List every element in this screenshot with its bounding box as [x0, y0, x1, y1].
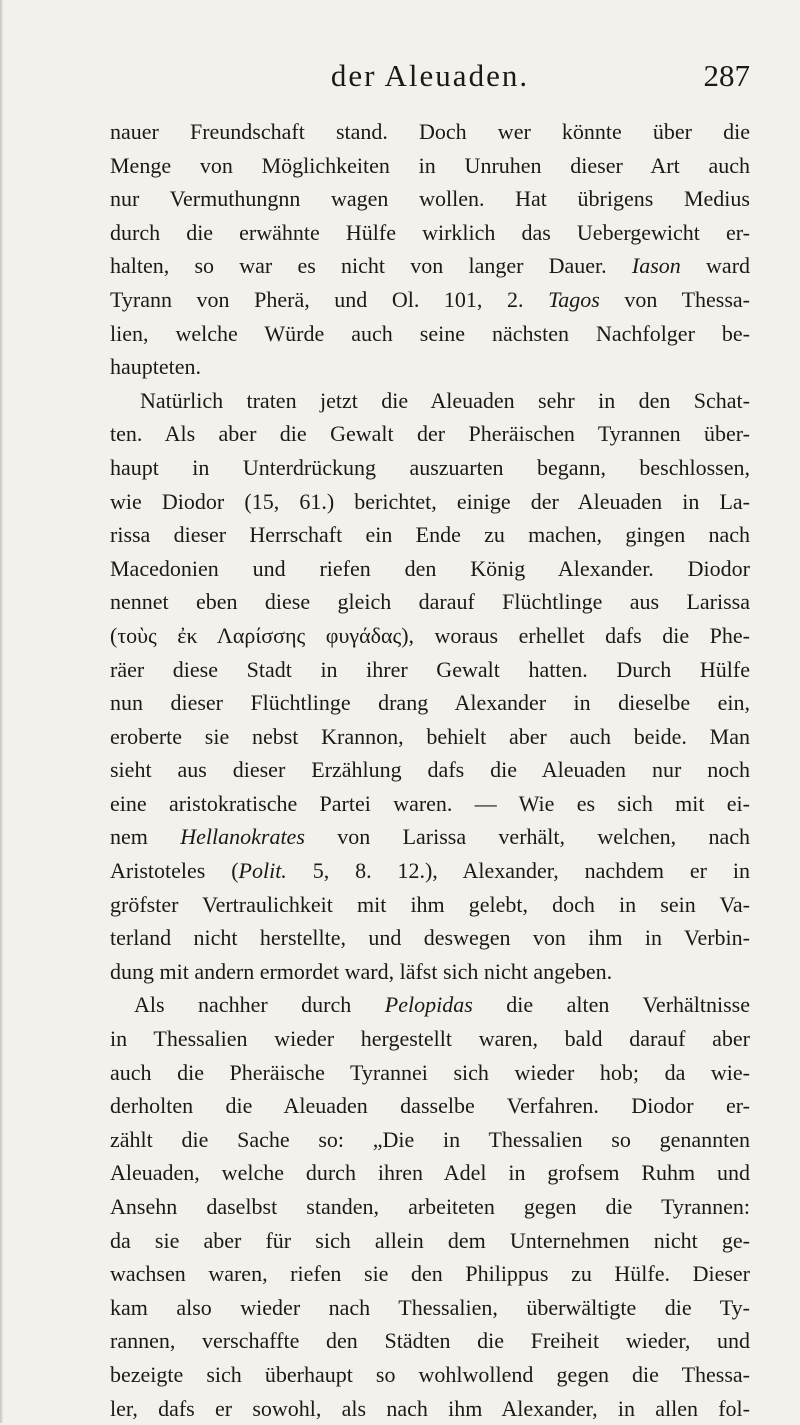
- text-segment: von Thessa-: [624, 286, 750, 312]
- text-line: nennet eben diese gleich darauf Flüchtlinge aus Larissa: [110, 589, 750, 615]
- body-text: [110, 115, 750, 1425]
- work-reference: Polit.: [238, 858, 287, 884]
- text-line: [110, 249, 750, 283]
- text-line: haupt in Unterdrückung auszuarten begann, beschlossen,: [110, 454, 750, 480]
- text-line: Natürlich traten jetzt die Aleuaden sehr in den Schat-: [140, 387, 750, 413]
- text-line: dung mit andern ermordet ward, läfst sich nicht angeben.: [110, 958, 613, 984]
- text-line: [110, 988, 750, 1022]
- text-line: auch die Pheräische Tyrannei sich wieder hob; da wie-: [110, 1059, 750, 1085]
- text-line: nur Vermuthungnn wagen wollen. Hat übrigens Medius: [110, 186, 750, 212]
- text-line: in Thessalien wieder hergestellt waren, bald darauf aber: [110, 1026, 750, 1052]
- text-line: derholten die Aleuaden dasselbe Verfahren. Diodor er-: [110, 1093, 750, 1119]
- page-number: 287: [703, 58, 750, 93]
- name-iason: Iason: [631, 253, 681, 279]
- text-line: wachsen waren, riefen sie den Philippus zu Hülfe. Dieser: [110, 1261, 750, 1287]
- text-segment: Aristoteles (: [110, 858, 239, 884]
- text-segment: ward: [706, 253, 750, 279]
- text-segment: 5, 8. 12.), Alexander, nachdem er in: [312, 858, 750, 884]
- text-line: rissa dieser Herrschaft ein Ende zu machen, gingen nach: [110, 522, 750, 548]
- text-line: eine aristokratische Partei waren. — Wie es sich mit ei-: [110, 790, 750, 816]
- text-segment: halten, so war es nicht von langer Dauer.: [110, 253, 607, 279]
- text-line: durch die erwähnte Hülfe wirklich das Uebergewicht er-: [110, 219, 750, 245]
- text-line: eroberte sie nebst Krannon, behielt aber auch beide. Man: [110, 723, 750, 749]
- text-segment: die alten Verhältnisse: [506, 992, 750, 1018]
- text-line: kam also wieder nach Thessalien, überwältigte die Ty-: [110, 1294, 750, 1320]
- text-line: gröfster Vertraulichkeit mit ihm gelebt, doch in sein Va-: [110, 891, 750, 917]
- text-line: Aleuaden, welche durch ihren Adel in grofsem Ruhm und: [110, 1160, 750, 1186]
- text-line: Macedonien und riefen den König Alexander. Diodor: [110, 555, 750, 581]
- text-line: räer diese Stadt in ihrer Gewalt hatten. Durch Hülfe: [110, 656, 750, 682]
- text-line: [110, 820, 750, 854]
- text-line: ler, dafs er sowohl, als nach ihm Alexander, in allen fol-: [110, 1395, 750, 1421]
- text-line: da sie aber für sich allein dem Unternehmen nicht ge-: [110, 1227, 750, 1253]
- text-line: Ansehn daselbst standen, arbeiteten gegen die Tyrannen:: [110, 1194, 750, 1219]
- text-segment: Tyrann von Pherä, und Ol. 101, 2.: [110, 286, 524, 312]
- text-segment: Als nachher durch: [134, 992, 352, 1018]
- running-title: der Aleuaden.: [330, 58, 530, 93]
- text-line: terland nicht herstellte, und deswegen von ihm in Verbin-: [110, 925, 750, 951]
- page-header: [110, 58, 750, 98]
- text-line: wie Diodor (15, 61.) berichtet, einige der Aleuaden in La-: [110, 488, 750, 514]
- text-segment: nem: [110, 824, 148, 850]
- text-line: Menge von Möglichkeiten in Unruhen dieser Art auch: [110, 152, 750, 178]
- text-line: nun dieser Flüchtlinge drang Alexander in dieselbe ein,: [110, 690, 750, 716]
- text-line: haupteten.: [110, 354, 202, 380]
- text-segment: von Larissa verhält, welchen, nach: [337, 824, 750, 850]
- text-line: rannen, verschaffte den Städten die Freiheit wieder, und: [110, 1328, 750, 1354]
- name-tagos: Tagos: [548, 286, 600, 312]
- text-line: lien, welche Würde auch seine nächsten Nachfolger be-: [110, 320, 750, 346]
- text-line: [110, 283, 750, 317]
- text-line: nauer Freundschaft stand. Doch wer könnte über die: [110, 119, 750, 144]
- text-line: zählt die Sache so: „Die in Thessalien so genannten: [110, 1126, 750, 1152]
- text-line: (τοὺς ἐκ Λαρίσσης φυγάδας), woraus erhellet dafs die Phe-: [110, 622, 750, 648]
- text-line: sieht aus dieser Erzählung dafs die Aleuaden nur noch: [110, 757, 750, 783]
- text-line: [110, 854, 750, 888]
- page-edge-shadow: [0, 0, 3, 1423]
- text-line: ten. Als aber die Gewalt der Pheräischen Tyrannen über-: [110, 421, 750, 447]
- name-pelopidas: Pelopidas: [384, 992, 473, 1018]
- text-line: bezeigte sich überhaupt so wohlwollend gegen die Thessa-: [110, 1361, 750, 1387]
- name-hellanokrates: Hellanokrates: [180, 824, 305, 850]
